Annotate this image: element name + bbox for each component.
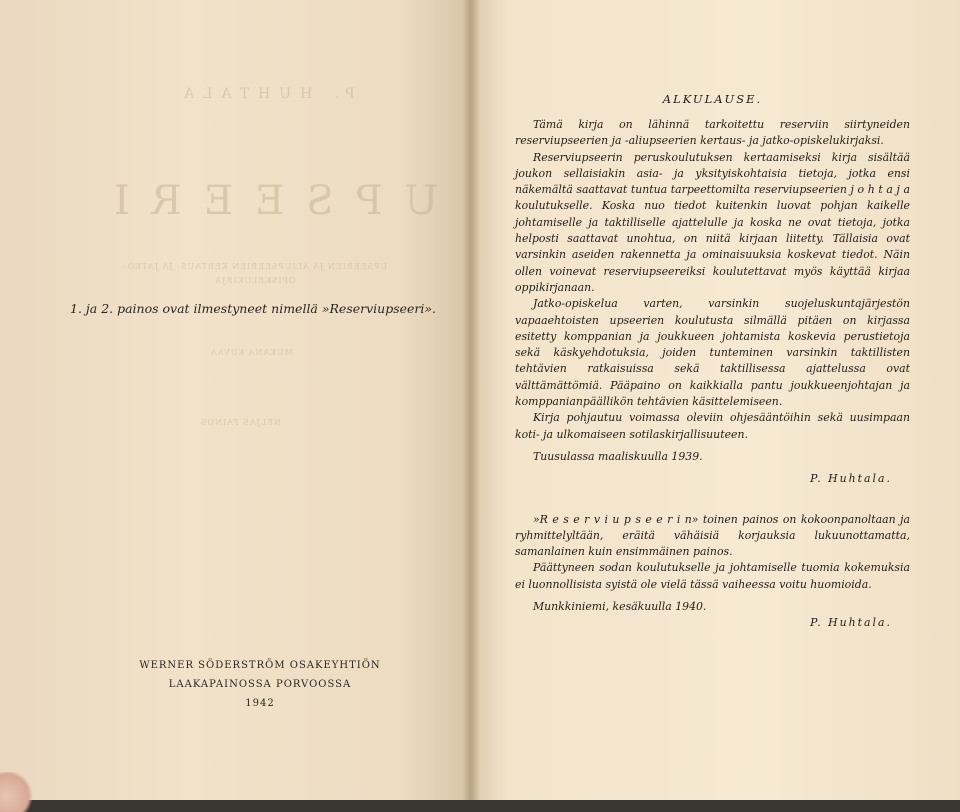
preface-paragraph: Tämä kirja on lähinnä tarkoitettu reserviin siirtyneiden reserviupseerien ja -aliupseerien kertaus- ja jatko-opiskelukirjaksi. bbox=[515, 118, 910, 148]
preface bbox=[515, 92, 910, 632]
show-through-edition: NELJÄS PAINOS bbox=[200, 418, 281, 427]
show-through-subtitle: UPSEERIEN JA ALIUPSEERIEN KERTAUS- JA JATKO-OPISKELUKIRJA bbox=[122, 262, 388, 285]
show-through-illustrations: MUKANA KUVAA bbox=[210, 348, 293, 357]
note-paragraph: »R e s e r v i u p s e e r i n» toinen painos on kokoonpanoltaan ja ryhmittelyltään, eräitä vähäisiä korjauksia lukuunottamatta, samanlainen kuin ensimmäinen painos. bbox=[515, 512, 910, 559]
left-page bbox=[0, 0, 470, 800]
second-edition-note bbox=[515, 512, 910, 632]
publisher-imprint bbox=[130, 656, 390, 713]
publisher-name: WERNER SÖDERSTRÖM OSAKEYHTIÖN bbox=[139, 660, 381, 671]
author-signature: P. Huhtala. bbox=[810, 616, 892, 630]
place-date: Munkkiniemi, kesäkuulla 1940. bbox=[533, 600, 707, 614]
show-through-title: UPSEERI bbox=[92, 178, 439, 224]
place-date: Tuusulassa maaliskuulla 1939. bbox=[533, 449, 703, 463]
preface-title: ALKULAUSE. bbox=[662, 92, 763, 106]
preface-paragraph: Jatko-opiskelua varten, varsinkin suojeluskuntajärjestön vapaaehtoisten upseerien koulutusta silmällä pitäen on kirjassa esitetty komppanian ja joukkueen johtamista koskevia perustietoja sekä käskyehdotuksia, joiden tunteminen varsinkin taktillisten tehtävien ratkaisuissa sekä taktillisessa ajattelussa ovat välttämättömiä. Pääpaino on kaikkialla pantu joukkueenjohtajan ja komppanianpäällikön tehtävien käsittelemiseen. bbox=[515, 297, 910, 409]
author-signature: P. Huhtala. bbox=[810, 472, 892, 486]
book-gutter bbox=[462, 0, 480, 800]
show-through-author: P. HUHTALA bbox=[175, 86, 355, 102]
preface-paragraph: Kirja pohjautuu voimassa oleviin ohjesääntöihin sekä uusimpaan koti- ja ulkomaiseen sotilaskirjallisuuteen. bbox=[515, 411, 910, 441]
note-paragraph: Päättyneen sodan koulutukselle ja johtamiselle tuomia kokemuksia ei luonnollisista syistä ole vielä tässä vaiheessa voitu huomioida. bbox=[515, 561, 910, 591]
publication-year: 1942 bbox=[245, 698, 275, 709]
thumb bbox=[0, 772, 34, 812]
publisher-press: LAAKAPAINOSSA PORVOOSSA bbox=[168, 679, 352, 690]
edition-note: 1. ja 2. painos ovat ilmestyneet nimellä »Reserviupseeri». bbox=[70, 301, 437, 316]
preface-paragraph: Reserviupseerin peruskoulutuksen kertaamiseksi kirja sisältää joukon sellaisiakin asia- ja yksityiskohtaisia tietoja, jotka ensi näkemältä saattavat tuntua tarpeettomilta reserviupseerien j o h t a j a koulutukselle. Koska nuo tiedot kuitenkin luovat pohjan kaikelle johtamiselle ja taktilliselle ajattelulle ja koska ne ovat tietoja, jotka helposti saattavat unohtua, on niitä kirjaan liitetty. Tällaisia ovat varsinkin aseiden rakennetta ja ominaisuuksia koskevat tiedot. Näin ollen voinevat reserviupseereiksi koulutettavat myös käyttää kirjaa oppikirjanaan. bbox=[515, 150, 910, 294]
